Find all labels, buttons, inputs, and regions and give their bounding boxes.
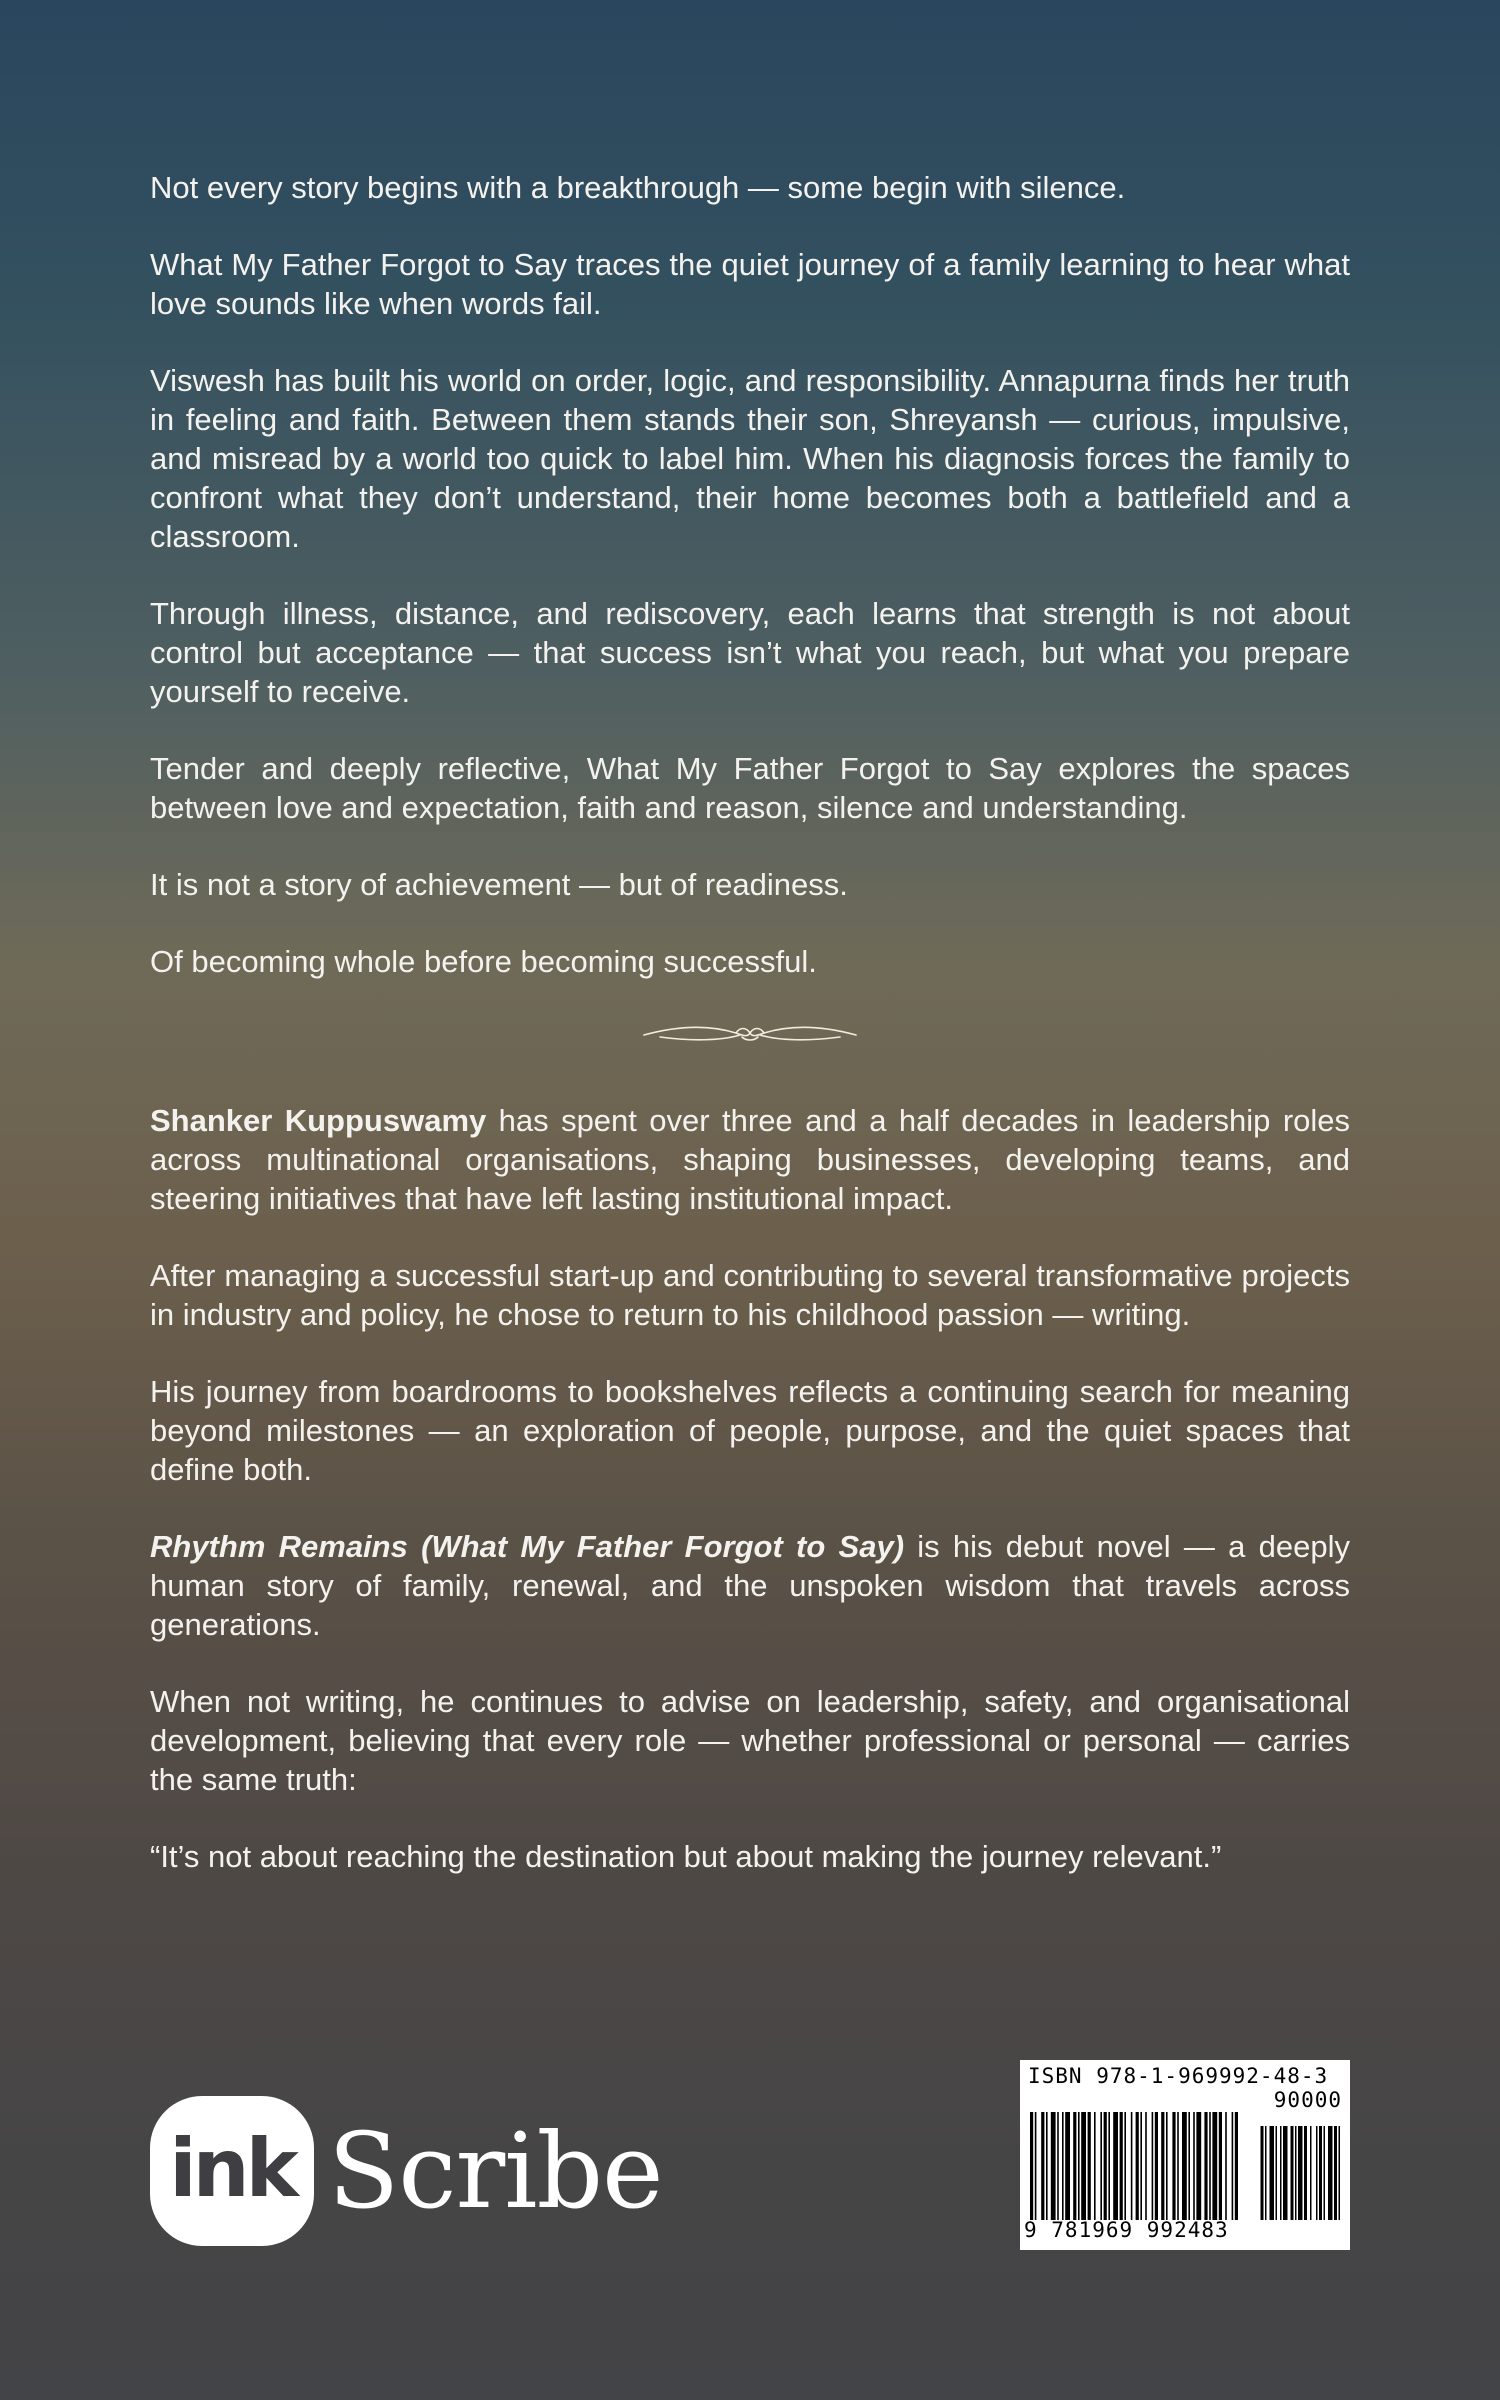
logo-wordmark: Scribe (328, 2110, 663, 2232)
price-code: 90000 (1273, 2088, 1342, 2112)
book-title: Rhythm Remains (What My Father Forgot to Say) (150, 1529, 905, 1564)
logo-badge-text: ink (169, 2122, 295, 2215)
author-bio-paragraph-4 (150, 1527, 1350, 1644)
author-name: Shanker Kuppuswamy (150, 1103, 487, 1138)
barcode-bars-icon (1026, 2112, 1344, 2222)
author-bio-text-4: is his debut novel — a deeply human story of family, renewal, and the unspoken wisdom that travels across generations. (150, 1529, 1350, 1642)
logo-badge-icon (150, 2096, 314, 2246)
blurb-paragraph-7: Of becoming whole before becoming successful. (150, 944, 817, 979)
blurb-paragraph-5: Tender and deeply reflective, What My Father Forgot to Say explores the spaces between love and expectation, faith and reason, silence and understanding. (150, 751, 1350, 825)
author-bio-paragraph-3: His journey from boardrooms to bookshelves reflects a continuing search for meaning beyond milestones — an exploration of people, purpose, and the quiet spaces that define both. (150, 1374, 1350, 1487)
blurb-paragraph-1: Not every story begins with a breakthrough — some begin with silence. (150, 170, 1126, 205)
author-bio-paragraph-2: After managing a successful start-up and contributing to several transformative projects in industry and policy, he chose to return to his childhood passion — writing. (150, 1258, 1350, 1332)
blurb-paragraph-4: Through illness, distance, and rediscovery, each learns that strength is not about control but acceptance — that success isn’t what you reach, but what you prepare yourself to receive. (150, 596, 1350, 709)
author-bio-paragraph-5: When not writing, he continues to advise on leadership, safety, and organisational development, believing that every role — whether professional or personal — carries the same truth: (150, 1684, 1350, 1797)
author-quote: “It’s not about reaching the destination but about making the journey relevant.” (150, 1839, 1222, 1874)
inkscribe-logo (150, 2096, 663, 2248)
blurb-paragraph-3: Viswesh has built his world on order, logic, and responsibility. Annapurna finds her truth in feeling and faith. Between them stands their son, Shreyansh — curious, impulsive, and misread by a world too quick to label him. When his diagnosis forces the family to confront what they don’t understand, their home becomes both a battlefield and a classroom. (150, 363, 1350, 554)
back-cover-text (150, 168, 1350, 1914)
isbn-label: ISBN 978-1-969992-48-3 (1028, 2064, 1329, 2088)
barcode-digits: 9 781969 992483 (1024, 2218, 1229, 2242)
author-bio-paragraph-1 (150, 1101, 1350, 1218)
blurb-paragraph-6: It is not a story of achievement — but of readiness. (150, 867, 848, 902)
isbn-barcode (1020, 2060, 1350, 2250)
author-bio-text-1: has spent over three and a half decades in leadership roles across multinational organisations, shaping businesses, developing teams, and steering initiatives that have left lasting institutional impact. (150, 1103, 1351, 1216)
flourish-divider-icon (640, 1019, 860, 1047)
blurb-paragraph-2: What My Father Forgot to Say traces the quiet journey of a family learning to hear what love sounds like when words fail. (150, 247, 1350, 321)
